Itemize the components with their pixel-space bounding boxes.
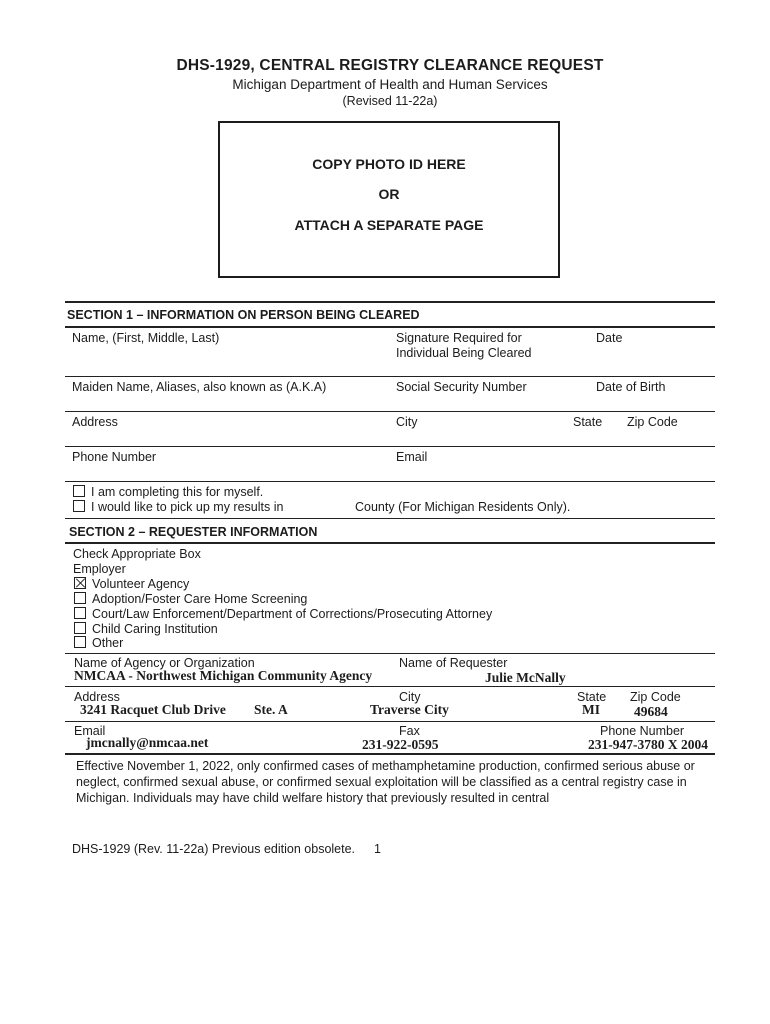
option-volunteer-agency[interactable] [74, 577, 189, 591]
checkbox-row-self[interactable] [73, 485, 263, 499]
pickup-checkbox[interactable] [73, 500, 85, 512]
checkbox-row-pickup[interactable] [73, 500, 283, 514]
section2-title-rule [65, 542, 715, 544]
section2-title: SECTION 2 – REQUESTER INFORMATION [69, 525, 318, 539]
requester-zip-value: 49684 [634, 704, 668, 719]
requester-city-value: Traverse City [370, 702, 449, 717]
option-label: Adoption/Foster Care Home Screening [92, 592, 308, 606]
other-checkbox[interactable] [74, 636, 86, 648]
self-checkbox[interactable] [73, 485, 85, 497]
option-label: Other [92, 636, 124, 650]
requester-phone-value: 231-947-3780 X 2004 [588, 737, 708, 752]
requester-phone-label: Phone Number [600, 724, 685, 738]
photo-instruction-line2: ATTACH A SEPARATE PAGE [294, 217, 484, 233]
form-title: DHS-1929, CENTRAL REGISTRY CLEARANCE REQUEST [176, 57, 604, 74]
page-number: 1 [374, 842, 381, 856]
state-label: State [573, 415, 603, 429]
employer-label: Employer [73, 562, 126, 576]
option-label: Court/Law Enforcement/Department of Corrections/Prosecuting Attorney [92, 607, 493, 621]
phone-label: Phone Number [72, 450, 157, 464]
photo-instruction-or: OR [378, 186, 400, 202]
signature-label-line1: Signature Required for [396, 331, 522, 345]
revision-note: (Revised 11-22a) [342, 94, 438, 108]
dob-label: Date of Birth [596, 380, 666, 394]
section2-top-rule [65, 518, 715, 519]
date-label: Date [596, 331, 623, 345]
check-box-instruction: Check Appropriate Box [73, 547, 201, 561]
row-divider [65, 481, 715, 482]
section1-top-rule [65, 301, 715, 303]
form-id: DHS-1929 (Rev. 11-22a) Previous edition obsolete. [72, 842, 356, 856]
option-court-law[interactable] [74, 607, 492, 621]
department-name: Michigan Department of Health and Human Services [232, 77, 548, 92]
requester-email-label: Email [74, 724, 106, 738]
section1-title-rule [65, 326, 715, 328]
row-divider [65, 411, 715, 412]
row-divider [65, 721, 715, 722]
agency-label: Name of Agency or Organization [74, 656, 255, 670]
email-label: Email [396, 450, 428, 464]
requester-email-value: jmcnally@nmcaa.net [86, 735, 209, 750]
photo-instruction-line1: COPY PHOTO ID HERE [312, 156, 466, 172]
option-child-caring[interactable] [74, 622, 218, 636]
requester-fax-label: Fax [399, 724, 420, 738]
child-caring-checkbox[interactable] [74, 622, 86, 634]
agency-value: NMCAA - Northwest Michigan Community Agency [74, 668, 373, 683]
section1-title: SECTION 1 – INFORMATION ON PERSON BEING CLEARED [67, 308, 420, 322]
city-label: City [396, 415, 418, 429]
photo-id-box[interactable] [218, 121, 560, 278]
option-other[interactable] [74, 636, 123, 650]
requester-city-label: City [399, 690, 421, 704]
option-label: Child Caring Institution [92, 622, 218, 636]
signature-label-line2: Individual Being Cleared [396, 346, 532, 360]
adoption-foster-checkbox[interactable] [74, 592, 86, 604]
ssn-label: Social Security Number [396, 380, 527, 394]
row-divider [65, 653, 715, 654]
requester-label: Name of Requester [399, 656, 508, 670]
volunteer-agency-checkbox[interactable] [74, 577, 86, 589]
requester-state-label: State [577, 690, 607, 704]
form-footer [72, 842, 381, 856]
requester-suite-value: Ste. A [254, 702, 288, 717]
central-registry-notice: Effective November 1, 2022, only confirmed cases of methamphetamine production, confirmed serious abuse or neglect, confirmed sexual abuse, or confirmed sexual exploitation will be classified as a central registry case in Michigan. Individuals may have child welfare history that previously resulted in central [76, 759, 695, 805]
requester-value: Julie McNally [485, 670, 566, 685]
requester-fax-value: 231-922-0595 [362, 737, 439, 752]
county-label: County (For Michigan Residents Only). [355, 500, 571, 514]
option-label: Volunteer Agency [92, 577, 190, 591]
requester-state-value: MI [582, 702, 600, 717]
row-divider [65, 686, 715, 687]
option-adoption-foster[interactable] [74, 592, 307, 606]
requester-address-value: 3241 Racquet Club Drive [80, 702, 226, 717]
section2-bottom-rule [65, 753, 715, 755]
requester-address-label: Address [74, 690, 120, 704]
zip-code-label: Zip Code [627, 415, 678, 429]
requester-zip-label: Zip Code [630, 690, 681, 704]
row-divider [65, 446, 715, 447]
address-label: Address [72, 415, 118, 429]
name-label: Name, (First, Middle, Last) [72, 331, 220, 345]
row-divider [65, 376, 715, 377]
self-checkbox-label: I am completing this for myself. [91, 485, 264, 499]
pickup-checkbox-label: I would like to pick up my results in [91, 500, 284, 514]
court-law-checkbox[interactable] [74, 607, 86, 619]
maiden-name-label: Maiden Name, Aliases, also known as (A.K.A) [72, 380, 327, 394]
